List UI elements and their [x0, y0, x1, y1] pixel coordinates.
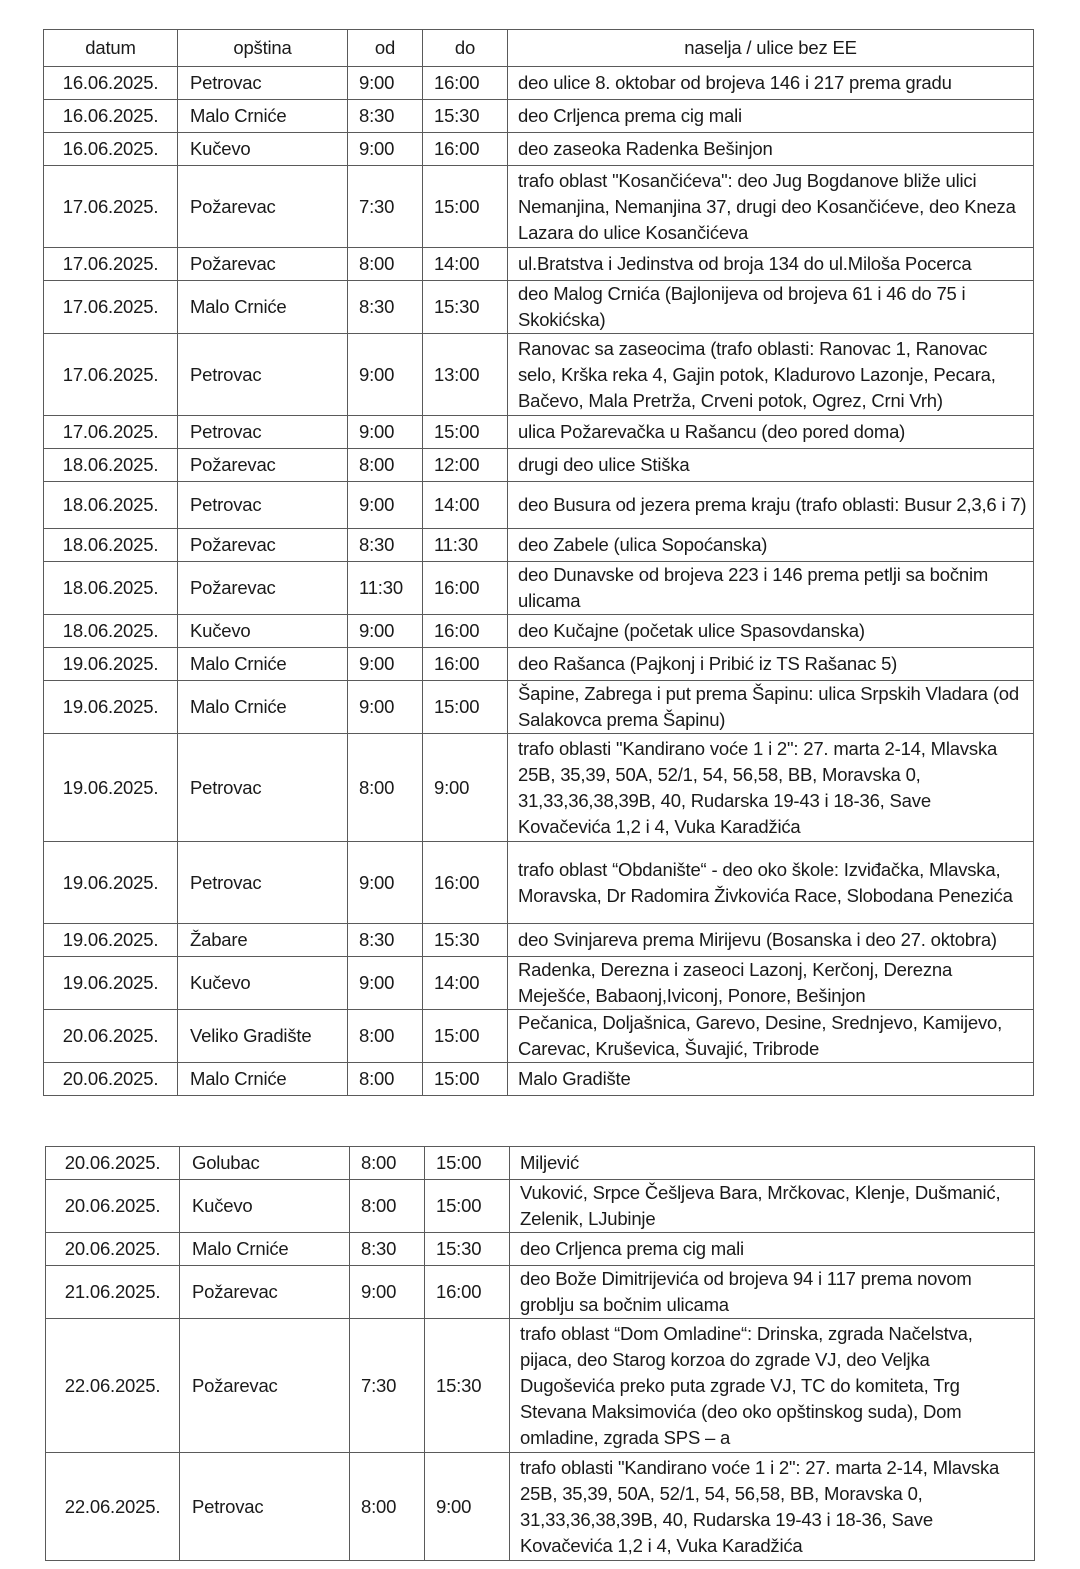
cell-od: 9:00: [348, 842, 423, 924]
cell-naselja: Malo Gradište: [508, 1063, 1034, 1096]
cell-do: 9:00: [425, 1453, 510, 1561]
table-row: [44, 100, 1034, 133]
cell-opstina: Petrovac: [178, 416, 348, 449]
cell-od: 7:30: [348, 166, 423, 248]
cell-do: 15:00: [423, 1063, 508, 1096]
cell-opstina: Požarevac: [180, 1266, 350, 1319]
cell-naselja: deo zaseoka Radenka Bešinjon: [508, 133, 1034, 166]
cell-opstina: Kučevo: [180, 1180, 350, 1233]
cell-do: 14:00: [423, 482, 508, 529]
cell-datum: 19.06.2025.: [44, 734, 178, 842]
cell-opstina: Požarevac: [178, 166, 348, 248]
cell-do: 9:00: [423, 734, 508, 842]
cell-opstina: Malo Crniće: [178, 1063, 348, 1096]
cell-opstina: Petrovac: [178, 482, 348, 529]
table-row: [44, 734, 1034, 842]
cell-datum: 17.06.2025.: [44, 281, 178, 334]
cell-naselja: deo Kučajne (početak ulice Spasovdanska): [508, 615, 1034, 648]
cell-do: 15:00: [423, 1010, 508, 1063]
cell-opstina: Kučevo: [178, 615, 348, 648]
cell-datum: 22.06.2025.: [46, 1319, 180, 1453]
cell-opstina: Petrovac: [178, 67, 348, 100]
cell-do: 16:00: [423, 133, 508, 166]
cell-naselja: Pečanica, Doljašnica, Garevo, Desine, Srednjevo, Kamijevo, Carevac, Kruševica, Šuvajić, Tribrode: [508, 1010, 1034, 1063]
cell-datum: 21.06.2025.: [46, 1266, 180, 1319]
cell-od: 8:30: [350, 1233, 425, 1266]
cell-do: 16:00: [423, 615, 508, 648]
cell-opstina: Golubac: [180, 1147, 350, 1180]
cell-od: 8:30: [348, 529, 423, 562]
table-row: [44, 67, 1034, 100]
cell-od: 8:00: [348, 248, 423, 281]
cell-naselja: Radenka, Derezna i zaseoci Lazonj, Kerčonj, Derezna Meješće, Babaonj,Iviconj, Ponore, Bešinjon: [508, 957, 1034, 1010]
table-row: [44, 482, 1034, 529]
cell-od: 9:00: [348, 482, 423, 529]
cell-datum: 18.06.2025.: [44, 529, 178, 562]
cell-naselja: Šapine, Zabrega i put prema Šapinu: ulica Srpskih Vladara (od Salakovca prema Šapinu): [508, 681, 1034, 734]
cell-opstina: Požarevac: [178, 248, 348, 281]
cell-datum: 17.06.2025.: [44, 416, 178, 449]
cell-od: 9:00: [348, 133, 423, 166]
cell-do: 15:30: [423, 281, 508, 334]
table-row: [44, 1063, 1034, 1096]
cell-do: 16:00: [423, 842, 508, 924]
header-opstina: opština: [178, 30, 348, 67]
table-row: [44, 248, 1034, 281]
cell-opstina: Malo Crniće: [178, 648, 348, 681]
cell-do: 15:00: [423, 416, 508, 449]
cell-od: 9:00: [348, 334, 423, 416]
cell-datum: 20.06.2025.: [46, 1147, 180, 1180]
cell-opstina: Veliko Gradište: [178, 1010, 348, 1063]
cell-do: 14:00: [423, 957, 508, 1010]
outage-table-2: [45, 1146, 1035, 1561]
header-od: od: [348, 30, 423, 67]
cell-opstina: Malo Crniće: [180, 1233, 350, 1266]
cell-opstina: Kučevo: [178, 133, 348, 166]
header-naselja: naselja / ulice bez EE: [508, 30, 1034, 67]
cell-naselja: drugi deo ulice Stiška: [508, 449, 1034, 482]
table-row: [44, 615, 1034, 648]
cell-do: 15:30: [425, 1319, 510, 1453]
cell-naselja: ul.Bratstva i Jedinstva od broja 134 do ul.Miloša Pocerca: [508, 248, 1034, 281]
cell-naselja: deo Rašanca (Pajkonj i Pribić iz TS Rašanac 5): [508, 648, 1034, 681]
table-row: [44, 529, 1034, 562]
cell-od: 9:00: [350, 1266, 425, 1319]
cell-od: 9:00: [348, 957, 423, 1010]
cell-datum: 20.06.2025.: [46, 1180, 180, 1233]
cell-naselja: trafo oblast “Obdanište“ - deo oko škole: Izviđačka, Mlavska, Moravska, Dr Radomira Živkovića Race, Slobodana Penezića: [508, 842, 1034, 924]
cell-naselja: Miljević: [510, 1147, 1035, 1180]
table-row: [44, 562, 1034, 615]
table-row: [44, 133, 1034, 166]
cell-od: 8:00: [348, 734, 423, 842]
cell-datum: 17.06.2025.: [44, 166, 178, 248]
cell-do: 16:00: [425, 1266, 510, 1319]
cell-od: 11:30: [348, 562, 423, 615]
cell-datum: 20.06.2025.: [46, 1233, 180, 1266]
cell-opstina: Malo Crniće: [178, 281, 348, 334]
cell-datum: 17.06.2025.: [44, 334, 178, 416]
table-row: [44, 681, 1034, 734]
cell-datum: 22.06.2025.: [46, 1453, 180, 1561]
cell-od: 7:30: [350, 1319, 425, 1453]
cell-datum: 19.06.2025.: [44, 681, 178, 734]
table-row: [44, 1010, 1034, 1063]
cell-naselja: trafo oblasti "Kandirano voće 1 i 2": 27. marta 2-14, Mlavska 25B, 35,39, 50A, 52/1, 54, 56,58, BB, Moravska 0, 31,33,36,38,39B, 40, Rudarska 19-43 i 18-36, Save Kovačevića 1,2 i 4, Vuka Karadžića: [508, 734, 1034, 842]
cell-naselja: Ranovac sa zaseocima (trafo oblasti: Ranovac 1, Ranovac selo, Krška reka 4, Gajin potok, Kladurovo Lazonje, Pecara, Bačevo, Mala Pretrža, Crveni potok, Ogrez, Crni Vrh): [508, 334, 1034, 416]
cell-do: 11:30: [423, 529, 508, 562]
cell-datum: 20.06.2025.: [44, 1010, 178, 1063]
header-do: do: [423, 30, 508, 67]
cell-opstina: Petrovac: [178, 334, 348, 416]
cell-datum: 18.06.2025.: [44, 562, 178, 615]
table-row: [44, 924, 1034, 957]
cell-od: 8:00: [348, 449, 423, 482]
cell-do: 14:00: [423, 248, 508, 281]
cell-naselja: trafo oblast "Kosančićeva": deo Jug Bogdanove bliže ulici Nemanjina, Nemanjina 37, drugi deo Kosančićeve, deo Kneza Lazara do ulice Kosančićeva: [508, 166, 1034, 248]
cell-naselja: deo Bože Dimitrijevića od brojeva 94 i 117 prema novom groblju sa bočnim ulicama: [510, 1266, 1035, 1319]
cell-datum: 17.06.2025.: [44, 248, 178, 281]
table-2-body: [46, 1147, 1035, 1561]
cell-do: 16:00: [423, 67, 508, 100]
cell-datum: 16.06.2025.: [44, 133, 178, 166]
cell-datum: 20.06.2025.: [44, 1063, 178, 1096]
cell-do: 15:30: [423, 100, 508, 133]
cell-od: 8:00: [350, 1147, 425, 1180]
cell-od: 9:00: [348, 615, 423, 648]
cell-datum: 18.06.2025.: [44, 482, 178, 529]
cell-od: 8:30: [348, 281, 423, 334]
cell-naselja: deo Malog Crnića (Bajlonijeva od brojeva 61 i 46 do 75 i Skokićska): [508, 281, 1034, 334]
cell-od: 9:00: [348, 416, 423, 449]
cell-naselja: deo Svinjareva prema Mirijevu (Bosanska i deo 27. oktobra): [508, 924, 1034, 957]
cell-datum: 16.06.2025.: [44, 67, 178, 100]
table-row: [46, 1266, 1035, 1319]
cell-do: 15:00: [423, 681, 508, 734]
cell-opstina: Petrovac: [180, 1453, 350, 1561]
cell-od: 9:00: [348, 648, 423, 681]
cell-do: 16:00: [423, 648, 508, 681]
table-row: [46, 1180, 1035, 1233]
cell-od: 8:30: [348, 924, 423, 957]
cell-naselja: deo Crljenca prema cig mali: [508, 100, 1034, 133]
outage-table-1: [43, 29, 1034, 1096]
table-row: [46, 1147, 1035, 1180]
cell-opstina: Žabare: [178, 924, 348, 957]
table-row: [44, 166, 1034, 248]
cell-datum: 19.06.2025.: [44, 924, 178, 957]
cell-do: 15:30: [423, 924, 508, 957]
cell-naselja: trafo oblast “Dom Omladine“: Drinska, zgrada Načelstva, pijaca, deo Starog korzoa do zgrade VJ, deo Veljka Dugoševića preko puta zgrade VJ, TC do komiteta, Trg Stevana Maksimovića (deo oko opštinskog suda), Dom omladine, zgrada SPS – a: [510, 1319, 1035, 1453]
cell-naselja: trafo oblasti "Kandirano voće 1 i 2": 27. marta 2-14, Mlavska 25B, 35,39, 50A, 52/1, 54, 56,58, BB, Moravska 0, 31,33,36,38,39B, 40, Rudarska 19-43 i 18-36, Save Kovačevića 1,2 i 4, Vuka Karadžića: [510, 1453, 1035, 1561]
cell-naselja: ulica Požarevačka u Rašancu (deo pored doma): [508, 416, 1034, 449]
cell-do: 12:00: [423, 449, 508, 482]
cell-opstina: Kučevo: [178, 957, 348, 1010]
cell-naselja: deo Busura od jezera prema kraju (trafo oblasti: Busur 2,3,6 i 7): [508, 482, 1034, 529]
header-datum: datum: [44, 30, 178, 67]
cell-od: 8:00: [350, 1180, 425, 1233]
cell-datum: 18.06.2025.: [44, 449, 178, 482]
cell-naselja: deo Dunavske od brojeva 223 i 146 prema petlji sa bočnim ulicama: [508, 562, 1034, 615]
table-row: [46, 1233, 1035, 1266]
cell-do: 15:30: [425, 1233, 510, 1266]
cell-od: 8:00: [348, 1010, 423, 1063]
cell-opstina: Petrovac: [178, 734, 348, 842]
cell-datum: 19.06.2025.: [44, 957, 178, 1010]
cell-datum: 19.06.2025.: [44, 648, 178, 681]
table-row: [44, 416, 1034, 449]
cell-do: 15:00: [423, 166, 508, 248]
cell-od: 9:00: [348, 681, 423, 734]
table-row: [46, 1453, 1035, 1561]
cell-opstina: Malo Crniće: [178, 681, 348, 734]
cell-datum: 16.06.2025.: [44, 100, 178, 133]
cell-datum: 18.06.2025.: [44, 615, 178, 648]
table-row: [44, 281, 1034, 334]
cell-opstina: Požarevac: [180, 1319, 350, 1453]
table-row: [44, 957, 1034, 1010]
cell-od: 8:30: [348, 100, 423, 133]
cell-opstina: Malo Crniće: [178, 100, 348, 133]
cell-do: 13:00: [423, 334, 508, 416]
cell-opstina: Požarevac: [178, 562, 348, 615]
cell-datum: 19.06.2025.: [44, 842, 178, 924]
table-1-body: [44, 67, 1034, 1096]
cell-do: 16:00: [423, 562, 508, 615]
table-row: [46, 1319, 1035, 1453]
header-row: [44, 30, 1034, 67]
cell-do: 15:00: [425, 1147, 510, 1180]
table-row: [44, 334, 1034, 416]
cell-naselja: deo ulice 8. oktobar od brojeva 146 i 217 prema gradu: [508, 67, 1034, 100]
cell-od: 8:00: [348, 1063, 423, 1096]
cell-opstina: Petrovac: [178, 842, 348, 924]
cell-opstina: Požarevac: [178, 449, 348, 482]
cell-do: 15:00: [425, 1180, 510, 1233]
table-row: [44, 449, 1034, 482]
table-row: [44, 842, 1034, 924]
cell-opstina: Požarevac: [178, 529, 348, 562]
cell-od: 9:00: [348, 67, 423, 100]
cell-naselja: Vuković, Srpce Češljeva Bara, Mrčkovac, Klenje, Dušmanić, Zelenik, LJubinje: [510, 1180, 1035, 1233]
cell-od: 8:00: [350, 1453, 425, 1561]
cell-naselja: deo Zabele (ulica Sopoćanska): [508, 529, 1034, 562]
cell-naselja: deo Crljenca prema cig mali: [510, 1233, 1035, 1266]
table-row: [44, 648, 1034, 681]
